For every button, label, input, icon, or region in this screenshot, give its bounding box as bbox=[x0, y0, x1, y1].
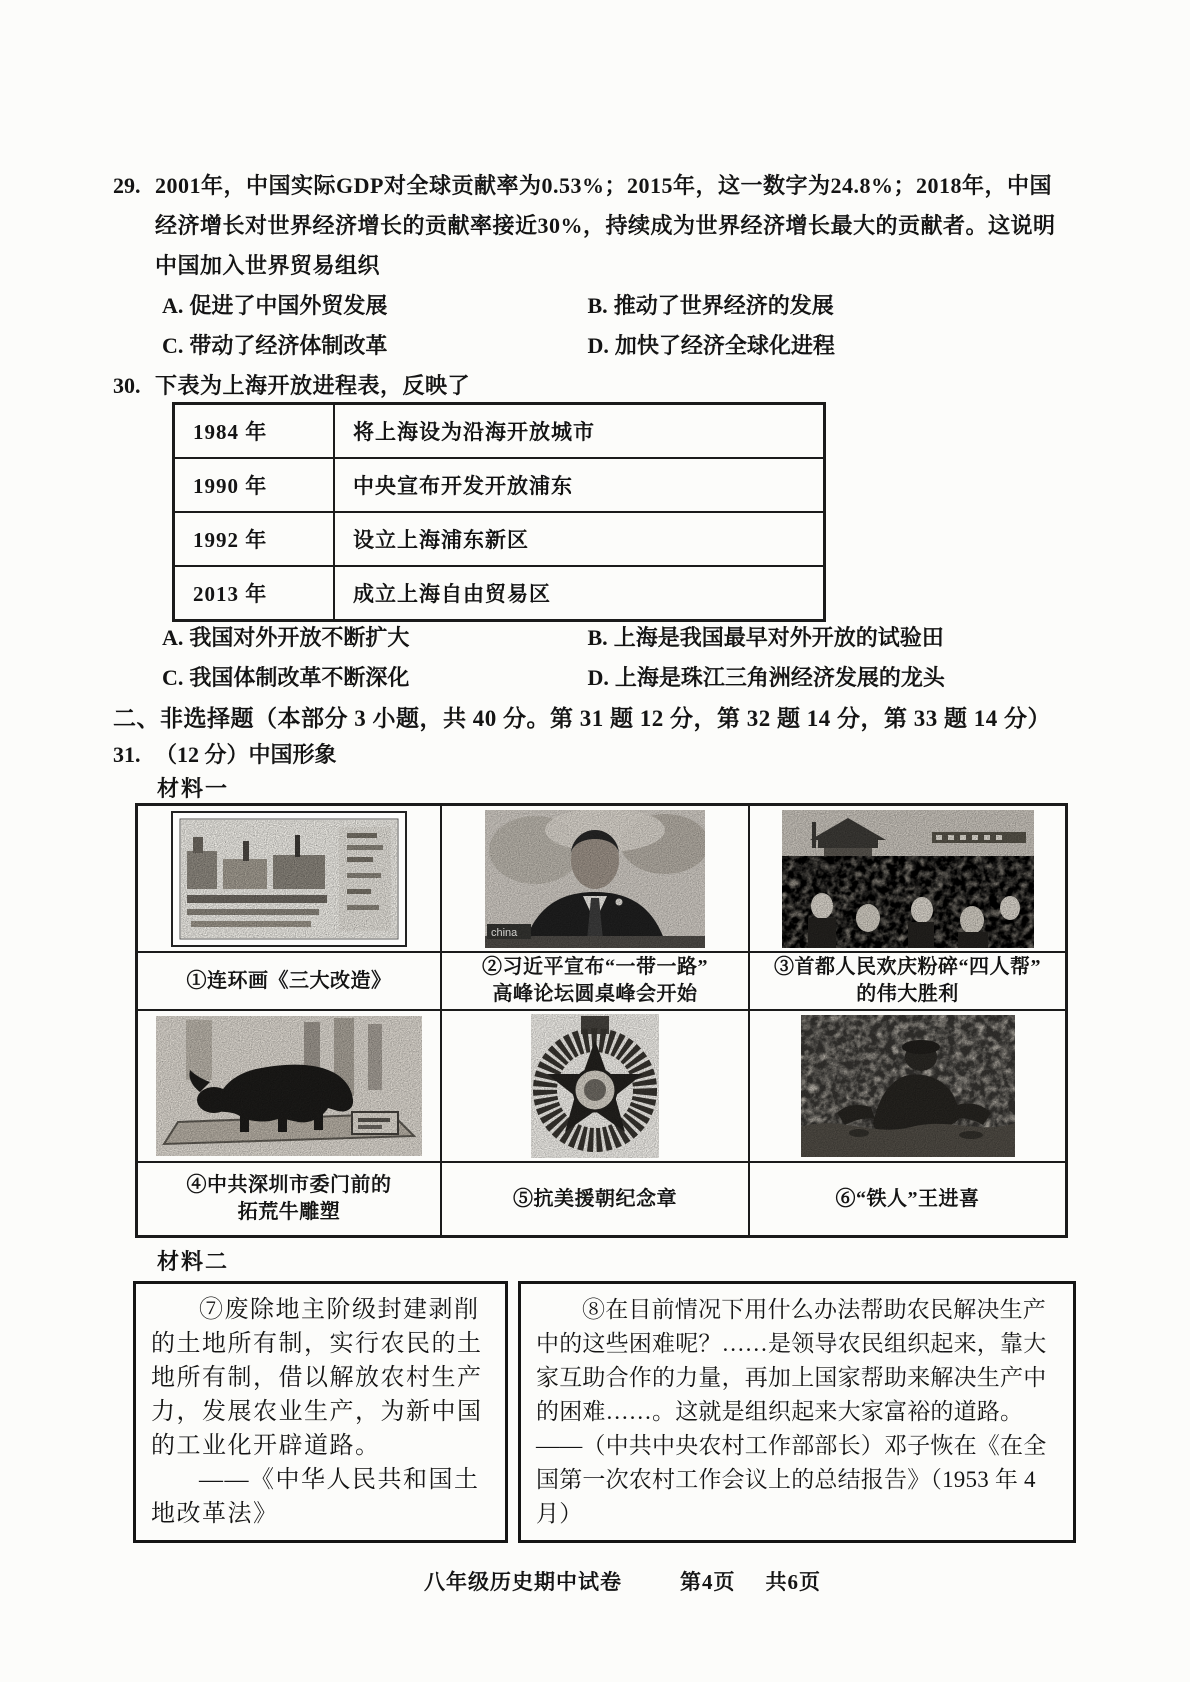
option-c-text: 带动了经济体制改革 bbox=[189, 333, 388, 358]
pioneer-bull-sculpture-photo-cell bbox=[137, 1010, 442, 1162]
question-30 bbox=[113, 366, 1067, 406]
option-a-label: A. bbox=[162, 293, 184, 318]
option-d-text: 加快了经济全球化进程 bbox=[614, 333, 835, 358]
iron-man-wang-jinxi-image bbox=[801, 1015, 1015, 1157]
crowd-celebration-photo-cell bbox=[749, 805, 1067, 953]
question-29-options-cd bbox=[155, 326, 1070, 366]
material-7-box bbox=[133, 1281, 508, 1543]
photo-watermark-text: china bbox=[491, 926, 518, 939]
year-cell: 1992 年 bbox=[174, 512, 335, 566]
footer-total-pages: 共6页 bbox=[765, 1570, 821, 1594]
caption-3-cell bbox=[749, 952, 1067, 1010]
table-row bbox=[174, 404, 825, 459]
material-2-label: 材料二 bbox=[157, 1249, 230, 1274]
caption-1-cell bbox=[137, 952, 442, 1010]
option-a-label: A. bbox=[162, 625, 184, 650]
caption-2-line2: 高峰论坛圆桌峰会开始 bbox=[492, 983, 698, 1005]
grid-image-row bbox=[137, 805, 1067, 953]
grid-caption-row bbox=[137, 952, 1067, 1010]
caption-3-line1: ③首都人民欢庆粉碎“四人帮” bbox=[774, 956, 1041, 978]
option-d-text: 上海是珠江三角洲经济发展的龙头 bbox=[614, 665, 945, 690]
caption-6-cell bbox=[749, 1162, 1067, 1237]
year-cell: 1990 年 bbox=[174, 458, 335, 512]
option-c-label: C. bbox=[162, 333, 184, 358]
iron-man-wang-jinxi-photo-cell bbox=[749, 1010, 1067, 1162]
korean-war-medal-photo-cell bbox=[441, 1010, 749, 1162]
caption-3-line2: 的伟大胜利 bbox=[856, 983, 959, 1005]
material-8-source: ——（中共中央农村工作部部长）邓子恢在《在全国第一次农村工作会议上的总结报告》（1953 年 4 月） bbox=[536, 1433, 1047, 1526]
korean-war-medal-image bbox=[531, 1014, 659, 1158]
footer-page-number: 第4页 bbox=[680, 1570, 736, 1594]
table-row bbox=[174, 458, 825, 512]
year-cell: 1984 年 bbox=[174, 404, 335, 459]
caption-4-line1: ④中共深圳市委门前的 bbox=[186, 1174, 392, 1196]
question-31-title: （12 分）中国形象 bbox=[155, 742, 337, 767]
option-d-label: D. bbox=[587, 333, 609, 358]
event-cell: 成立上海自由贸易区 bbox=[334, 566, 825, 621]
option-b-label: B. bbox=[587, 625, 608, 650]
caption-2-line1: ②习近平宣布“一带一路” bbox=[482, 956, 708, 978]
comic-sanda-gaizao-photo-cell bbox=[137, 805, 442, 953]
caption-5-cell bbox=[441, 1162, 749, 1237]
section-2-header: 二、非选择题（本部分 3 小题，共 40 分。第 31 题 12 分，第 32 题 14 分，第 33 题 14 分） bbox=[113, 706, 1051, 731]
comic-sanda-gaizao-image bbox=[171, 811, 407, 947]
year-cell: 2013 年 bbox=[174, 566, 335, 621]
question-30-text: 下表为上海开放进程表，反映了 bbox=[155, 373, 471, 398]
question-29-options-ab bbox=[155, 286, 1070, 326]
material-1-grid bbox=[135, 803, 1068, 1238]
option-b-label: B. bbox=[587, 293, 608, 318]
material-7-source: ——《中华人民共和国土地改革法》 bbox=[151, 1467, 480, 1527]
question-30-number: 30. bbox=[113, 373, 141, 398]
event-cell: 中央宣布开发开放浦东 bbox=[334, 458, 825, 512]
caption-6-line1: ⑥“铁人”王进喜 bbox=[835, 1187, 980, 1210]
event-cell: 设立上海浦东新区 bbox=[334, 512, 825, 566]
question-31 bbox=[113, 738, 337, 769]
caption-1-line1: ①连环画《三大改造》 bbox=[186, 969, 392, 992]
material-2-boxes bbox=[133, 1281, 1078, 1543]
table-row bbox=[174, 512, 825, 566]
event-cell: 将上海设为沿海开放城市 bbox=[334, 404, 825, 459]
material-8-box bbox=[518, 1281, 1076, 1543]
option-c-text: 我国体制改革不断深化 bbox=[189, 665, 410, 690]
question-29-number: 29. bbox=[113, 173, 141, 198]
caption-4-line2: 拓荒牛雕塑 bbox=[237, 1201, 341, 1223]
xi-jinping-speech-image bbox=[485, 810, 705, 948]
footer-exam-title: 八年级历史期中试卷 bbox=[424, 1570, 622, 1594]
table-row bbox=[174, 566, 825, 621]
option-a-text: 促进了中国外贸发展 bbox=[189, 293, 388, 318]
option-b-text: 推动了世界经济的发展 bbox=[613, 293, 834, 318]
grid-image-row bbox=[137, 1010, 1067, 1162]
question-30-options bbox=[155, 618, 1115, 698]
option-a-text: 我国对外开放不断扩大 bbox=[189, 625, 410, 650]
grid-caption-row bbox=[137, 1162, 1067, 1237]
xi-jinping-speech-photo-cell bbox=[441, 805, 749, 953]
material-1-label: 材料一 bbox=[157, 776, 230, 801]
question-29-text: 2001年，中国实际GDP对全球贡献率为0.53%；2015年，这一数字为24.8%；2018年，中国经济增长对世界经济增长的贡献率接近30%，持续成为世界经济增长最大的贡献者。这说明中国加入世界贸易组织 bbox=[155, 173, 1056, 278]
material-7-text: ⑦废除地主阶级封建剥削的土地所有制，实行农民的土地所有制，借以解放农村生产力，发展农业生产，为新中国的工业化开辟道路。 bbox=[151, 1297, 483, 1459]
option-c-label: C. bbox=[162, 665, 184, 690]
caption-2-cell bbox=[441, 952, 749, 1010]
pioneer-bull-sculpture-image bbox=[156, 1016, 422, 1156]
caption-4-cell bbox=[137, 1162, 442, 1237]
option-d-label: D. bbox=[587, 665, 609, 690]
shanghai-opening-table bbox=[172, 402, 826, 622]
crowd-celebration-image bbox=[782, 810, 1034, 948]
material-8-text: ⑧在目前情况下用什么办法帮助农民解决生产中的这些困难呢？……是领导农民组织起来，靠大家互助合作的力量，再加上国家帮助来解决生产中的困难……。这就是组织起来大家富裕的道路。 bbox=[536, 1297, 1047, 1424]
caption-5-line1: ⑤抗美援朝纪念章 bbox=[513, 1187, 677, 1210]
option-b-text: 上海是我国最早对外开放的试验田 bbox=[613, 625, 944, 650]
page-footer bbox=[424, 1566, 821, 1596]
question-31-number: 31. bbox=[113, 742, 141, 767]
question-29 bbox=[113, 166, 1070, 366]
